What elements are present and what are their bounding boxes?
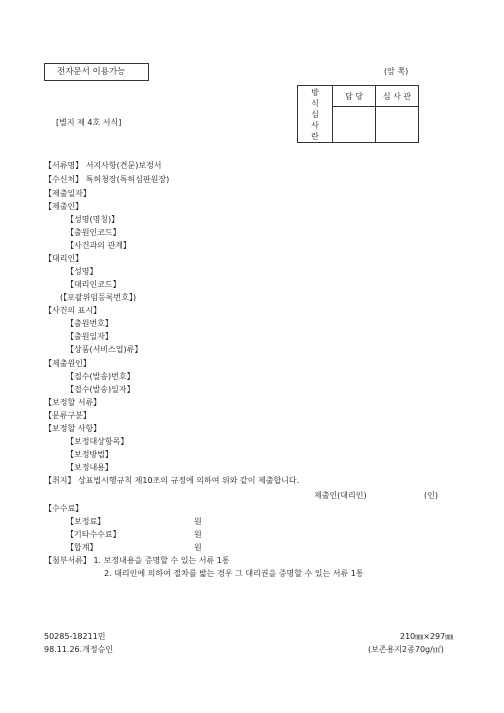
field-amend-target: 【보정대상항목】 [66, 437, 129, 446]
field-recipient: 【수신처】 특허청장(특허심판원장) [44, 175, 170, 184]
review-cell-manager [333, 107, 376, 143]
footer-paper-type: (보존용지2종70g/㎡) [368, 645, 444, 654]
field-attachments: 【첨부서류】 1. 보정내용을 증명할 수 있는 서류 1통 [44, 556, 230, 565]
field-submission-cause: 【제출원인】 [44, 359, 91, 368]
review-cell-examiner [376, 107, 419, 143]
field-case-display: 【사건의 표시】 [44, 306, 102, 315]
amend-fee-unit: 원 [194, 517, 202, 526]
form-number-label: [별지 제 4호 서식] [56, 118, 122, 127]
field-submitter-name: 【성명(명칭)】 [66, 215, 120, 224]
other-fee-unit: 원 [194, 530, 202, 539]
field-receipt-number: 【접수(발송)번호】 [66, 372, 135, 381]
field-goods-class: 【상품(서비스업)류】 [66, 345, 143, 354]
footer-paper-size: 210㎜×297㎜ [400, 632, 454, 641]
review-col-examiner: 심 사 관 [376, 86, 419, 107]
field-amend-fee: 【보정료】 [66, 517, 106, 526]
field-document-name: 【서류명】 서지사항(견문)보정서 [44, 161, 162, 170]
field-attachment-2: 2. 대리인에 의하여 절차를 밟는 경우 그 대리권을 증명할 수 있는 서류 1통 [104, 569, 364, 578]
field-items-to-amend: 【보정할 사항】 [44, 424, 102, 433]
field-agent: 【대리인】 [44, 254, 84, 263]
field-fees: 【수수료】 [44, 504, 84, 513]
field-document-to-amend: 【보정할 서류】 [44, 398, 102, 407]
field-receipt-date: 【접수(발송)일자】 [66, 385, 135, 394]
footer-code: 50285-18211민 [44, 632, 106, 641]
field-agent-name: 【성명】 [66, 267, 98, 276]
review-vertical-label: 방 식 심 사 란 [298, 86, 333, 143]
field-purpose: 【취지】 상표법시행규칙 제10조의 규정에 의하여 위와 같이 제출합니다. [44, 476, 300, 485]
signature-label: 제출인(대리인) [314, 491, 367, 500]
field-amend-method: 【보정방법】 [66, 450, 113, 459]
review-col-manager: 담 당 [333, 86, 376, 107]
field-application-number: 【출원번호】 [66, 319, 113, 328]
field-case-relation: 【사건과의 관계】 [66, 241, 131, 250]
field-agent-code: 【대리인코드】 [66, 280, 121, 289]
field-other-fee: 【기타수수료】 [66, 530, 121, 539]
footer-approval: 98.11.26.개정승인 [44, 645, 114, 654]
field-amend-content: 【보정내용】 [66, 463, 113, 472]
electronic-document-badge: 전자문서 이용가능 [44, 63, 149, 81]
field-power-registration: (【포괄위임등록번호】) [60, 293, 137, 302]
field-document-category: 【문류구분】 [44, 411, 91, 420]
total-fee-unit: 원 [194, 543, 202, 552]
signature-seal: (인) [424, 491, 438, 500]
field-applicant-code: 【출원인코드】 [66, 228, 121, 237]
field-application-date: 【출원일자】 [66, 332, 113, 341]
page-side-label: (앞 쪽) [384, 67, 409, 76]
review-table [297, 85, 419, 143]
field-total-fee: 【합계】 [66, 543, 98, 552]
field-submitter: 【제출인】 [44, 202, 84, 211]
field-submission-date: 【제출일자】 [44, 189, 91, 198]
